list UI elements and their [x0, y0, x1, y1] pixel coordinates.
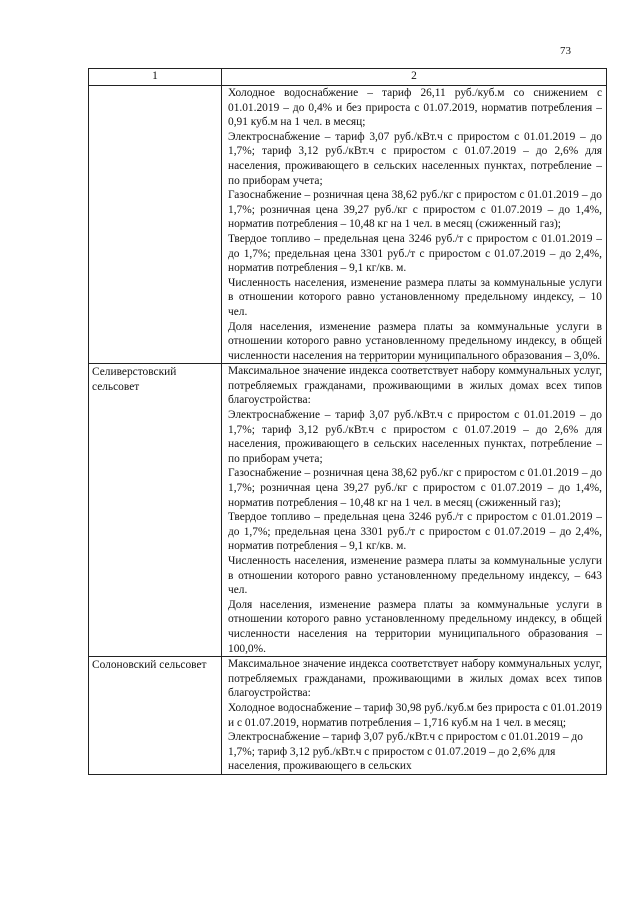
description-paragraph: Газоснабжение – розничная цена 38,62 руб./кг с приростом с 01.01.2019 – до 1,7%; розничная цена 39,27 руб./кг с приростом с 01.07.2019 – до 1,4%, норматив потребления – 10,48 кг на 1 чел. в месяц (сжиженный газ);: [228, 189, 602, 231]
description-paragraph: Газоснабжение – розничная цена 38,62 руб./кг с приростом с 01.01.2019 – до 1,7%; розничная цена 39,27 руб./кг с приростом с 01.07.2019 – до 1,4%, норматив потребления – 10,48 кг на 1 чел. в месяц (сжиженный газ);: [228, 467, 602, 509]
table-row: [89, 657, 607, 775]
table-header-row: [89, 69, 607, 86]
description-paragraph: Численность населения, изменение размера платы за коммунальные услуги в отношении которого равно установленному предельному индексу, – 10 чел.: [228, 276, 602, 318]
description-paragraph: Численность населения, изменение размера платы за коммунальные услуги в отношении которого равно установленному предельному индексу, – 643 чел.: [228, 555, 602, 597]
description-paragraph: Холодное водоснабжение – тариф 26,11 руб./куб.м со снижением с 01.01.2019 – до 0,4% и без прироста с 01.07.2019, норматив потребления – 0,91 куб.м на 1 чел. в месяц;: [228, 87, 602, 129]
description-paragraph: Доля населения, изменение размера платы за коммунальные услуги в отношении которого равно установленному предельному индексу, в общей численности населения на территории муниципального образования – 3,0%.: [228, 320, 602, 362]
description-paragraph: Электроснабжение – тариф 3,07 руб./кВт.ч с приростом с 01.01.2019 – до 1,7%; тариф 3,12 руб./кВт.ч с приростом с 01.07.2019 – до 2,6% для населения, проживающего в сельских населенных пунктах, потребление – по приборам учета;: [228, 409, 602, 465]
table-row: [89, 86, 607, 364]
index-description: [222, 364, 607, 657]
tariff-table: [88, 68, 607, 775]
column-header-1: 1: [89, 69, 222, 86]
index-description: [222, 657, 607, 775]
municipality-name: [89, 86, 222, 364]
description-paragraph: Электроснабжение – тариф 3,07 руб./кВт.ч с приростом с 01.01.2019 – до 1,7%; тариф 3,12 руб./кВт.ч с приростом с 01.07.2019 – до 2,6% для населения, проживающего в сельских: [228, 731, 583, 773]
description-paragraph: Твердое топливо – предельная цена 3246 руб./т с приростом с 01.01.2019 – до 1,7%; предельная цена 3301 руб./т с приростом с 01.07.2019 – до 2,4%, норматив потребления – 9,1 кг/кв. м.: [228, 511, 602, 553]
description-paragraph: Максимальное значение индекса соответствует набору коммунальных услуг, потребляемых гражданами, проживающими в жилых домах всех типов благоустройства:: [228, 658, 602, 700]
description-paragraph: Электроснабжение – тариф 3,07 руб./кВт.ч с приростом с 01.01.2019 – до 1,7%; тариф 3,12 руб./кВт.ч с приростом с 01.07.2019 – до 2,6% для населения, проживающего в сельских населенных пунктах, потребление – по приборам учета;: [228, 130, 602, 187]
column-header-2: 2: [222, 69, 607, 86]
table-row: [89, 364, 607, 657]
municipality-name: Селиверстовский сельсовет: [89, 364, 222, 657]
page-number: 73: [560, 45, 571, 57]
description-paragraph: Доля населения, изменение размера платы за коммунальные услуги в отношении которого равно установленному предельному индексу, в общей численности населения на территории муниципального образования – 100,0%.: [228, 598, 602, 655]
index-description: [222, 86, 607, 364]
municipality-name: Солоновский сельсовет: [89, 657, 222, 775]
description-paragraph: Твердое топливо – предельная цена 3246 руб./т с приростом с 01.01.2019 – до 1,7%; предельная цена 3301 руб./т с приростом с 01.07.2019 – до 2,4%, норматив потребления – 9,1 кг/кв. м.: [228, 232, 602, 275]
description-paragraph: Максимальное значение индекса соответствует набору коммунальных услуг, потребляемых гражданами, проживающими в жилых домах всех типов благоустройства:: [228, 365, 602, 407]
description-paragraph: Холодное водоснабжение – тариф 30,98 руб./куб.м без прироста с 01.01.2019 и с 01.07.2019, норматив потребления – 1,716 куб.м на 1 чел. в месяц;: [228, 701, 602, 729]
